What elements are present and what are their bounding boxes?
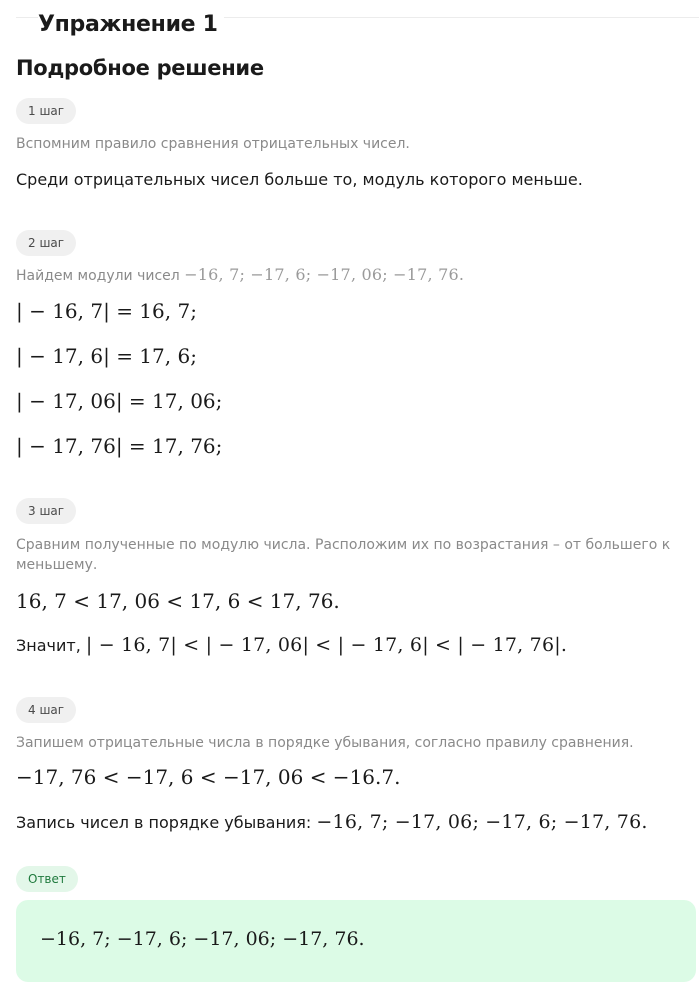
step-4-hint: Запишем отрицательные числа в порядке убывания, согласно правилу сравнения. [16,735,634,751]
step-4-formula: −17, 76 < −17, 6 < −17, 06 < −16.7. [16,765,401,789]
step-2-formula-4: | − 17, 76| = 17, 76; [16,434,223,458]
step-3-conclusion-text: Значит, [16,636,86,655]
answer-value: −16, 7; −17, 6; −17, 06; −17, 76. [40,928,365,950]
step-4-conclusion-text: Запись чисел в порядке убывания: [16,813,317,832]
step-4-conclusion-math: −16, 7; −17, 06; −17, 6; −17, 76. [316,811,648,833]
answer-badge: Ответ [16,866,78,892]
step-2-formula-1: | − 16, 7| = 16, 7; [16,299,197,323]
step-1-text: Среди отрицательных чисел больше то, модуль которого меньше. [16,170,583,189]
step-2-hint-text: Найдем модули чисел [16,268,185,284]
step-4-badge: 4 шаг [16,697,76,723]
step-3-hint: Сравним полученные по модулю числа. Расположим их по возрастания – от большего к меньшему. [16,537,671,573]
step-2-formula-2: | − 17, 6| = 17, 6; [16,344,197,368]
step-1-hint: Вспомним правило сравнения отрицательных чисел. [16,136,410,152]
step-3-conclusion [16,633,691,658]
step-4-conclusion [16,810,691,835]
exercise-title: Упражнение 1 [38,10,224,40]
answer-box [16,900,696,982]
step-3-formula: 16, 7 < 17, 06 < 17, 6 < 17, 76. [16,589,340,613]
step-2-badge: 2 шаг [16,230,76,256]
step-2-formula-3: | − 17, 06| = 17, 06; [16,389,223,413]
step-3-conclusion-math: | − 16, 7| < | − 17, 06| < | − 17, 6| < | − 17, 76|. [85,634,568,656]
step-3-badge: 3 шаг [16,498,76,524]
step-2-hint-math: −16, 7; −17, 6; −17, 06; −17, 76. [184,265,465,284]
step-2-hint [16,265,691,286]
solution-title: Подробное решение [16,56,264,80]
step-1-badge: 1 шаг [16,98,76,124]
